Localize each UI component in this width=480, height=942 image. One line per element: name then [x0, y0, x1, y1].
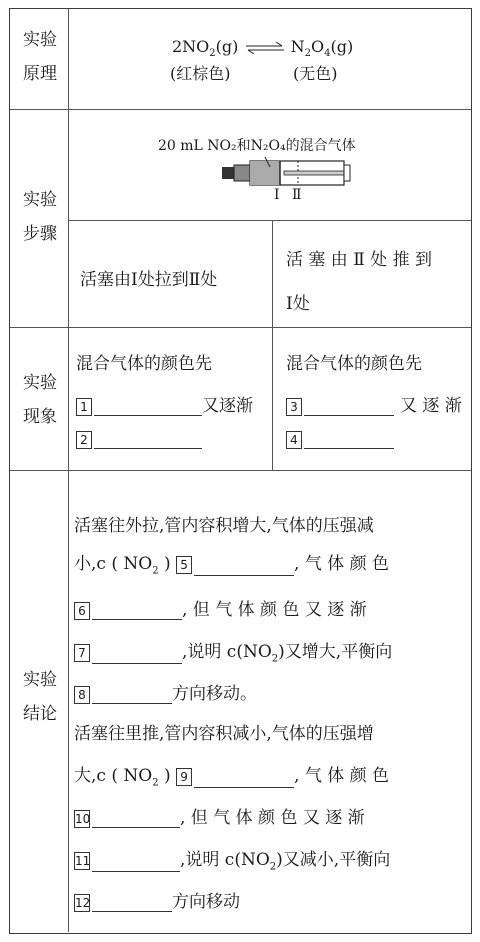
- conclusion-line1: 活塞往外拉,管内容积增大,气体的压强减: [74, 516, 374, 536]
- blank-number-3: 3: [286, 398, 302, 416]
- blank-number-12: 12: [75, 895, 91, 910]
- apparatus-caption: 20 mL NO₂和N₂O₄的混合气体: [158, 138, 356, 154]
- equilibrium-equation: $2NO_2(g)$ $N_2O_4(g)$: [172, 37, 354, 60]
- blank-number-7: 7: [74, 644, 90, 662]
- blank-number-1: 1: [76, 398, 92, 416]
- answer-blank-1[interactable]: [94, 397, 202, 416]
- blank-number-8: 8: [74, 686, 90, 704]
- phenomenon-right-line3: [286, 429, 394, 449]
- row-divider-steps-inner: [68, 220, 471, 221]
- step-column-divider: [272, 220, 273, 470]
- blank-number-2: 2: [76, 431, 92, 449]
- phenomenon-left-line1: 混合气体的颜色先: [76, 354, 212, 374]
- blank-number-6: 6: [74, 602, 90, 620]
- conclusion-line2: 小,c ( $NO_2$ ) 5 , 气 体 颜 色: [74, 554, 390, 577]
- label-phenomenon: 实验 现象: [23, 373, 57, 427]
- conclusion-line8: 10 , 但 气 体 颜 色 又 逐 渐: [75, 808, 365, 828]
- answer-blank-7[interactable]: [92, 645, 182, 664]
- phenomenon-right-line2: [286, 391, 462, 416]
- phenomenon-left-after1: 又逐渐: [202, 396, 253, 416]
- step-pull: 活塞由Ⅰ处拉到Ⅱ处: [80, 270, 218, 290]
- conclusion-line5: 8 方向移动。: [74, 679, 257, 704]
- answer-blank-5[interactable]: [194, 557, 294, 576]
- mark-one: Ⅰ: [274, 187, 280, 203]
- answer-blank-2[interactable]: [94, 430, 202, 449]
- equilibrium-arrow-icon: [244, 42, 286, 54]
- answer-blank-9[interactable]: [194, 769, 294, 788]
- conclusion-line10: 12 方向移动: [75, 892, 240, 912]
- conclusion-line9: 11 ,说明 $c(NO_2)$又减小,平衡向: [75, 850, 391, 873]
- answer-blank-8[interactable]: [92, 685, 172, 704]
- label-conclusion: 实验 结论: [23, 670, 57, 724]
- step-push-line2: Ⅰ处: [286, 294, 310, 314]
- mark-two: Ⅱ: [292, 187, 302, 203]
- blank-number-5: 5: [176, 556, 192, 574]
- answer-blank-10[interactable]: [92, 809, 180, 828]
- blank-number-9: 9: [176, 768, 192, 786]
- right-color-note: (无色): [293, 64, 338, 83]
- conclusion-line4: 7 ,说明 $c(NO_2)$又增大,平衡向: [74, 637, 392, 664]
- label-principle: 实验 原理: [23, 30, 57, 84]
- answer-blank-11[interactable]: [92, 853, 180, 872]
- conclusion-line7: 大,c ( $NO_2$ ) 9 , 气 体 颜 色: [74, 766, 390, 789]
- label-steps: 实验 步骤: [23, 190, 57, 244]
- experiment-table: [9, 8, 472, 934]
- row-divider-steps: [10, 327, 471, 328]
- conclusion-line3: 6 , 但 气 体 颜 色 又 逐 渐: [74, 595, 367, 620]
- answer-blank-6[interactable]: [92, 601, 182, 620]
- row-divider-phenomenon: [10, 470, 471, 471]
- blank-number-4: 4: [286, 431, 302, 449]
- phenomenon-right-line1: 混合气体的颜色先: [286, 354, 422, 374]
- answer-blank-4[interactable]: [304, 430, 394, 449]
- blank-number-11: 11: [75, 853, 91, 868]
- conclusion-line6: 活塞往里推,管内容积减小,气体的压强增: [74, 724, 374, 744]
- phenomenon-left-line3: [76, 429, 202, 449]
- phenomenon-right-after1: 又 逐 渐: [400, 396, 462, 416]
- step-push-line1: 活 塞 由 Ⅱ 处 推 到: [286, 250, 432, 270]
- answer-blank-3[interactable]: [304, 397, 394, 416]
- blank-number-10: 10: [75, 811, 91, 826]
- answer-blank-12[interactable]: [92, 893, 172, 912]
- row-divider-principle: [10, 109, 471, 110]
- phenomenon-left-line2: [76, 391, 253, 416]
- left-color-note: (红棕色): [170, 64, 231, 83]
